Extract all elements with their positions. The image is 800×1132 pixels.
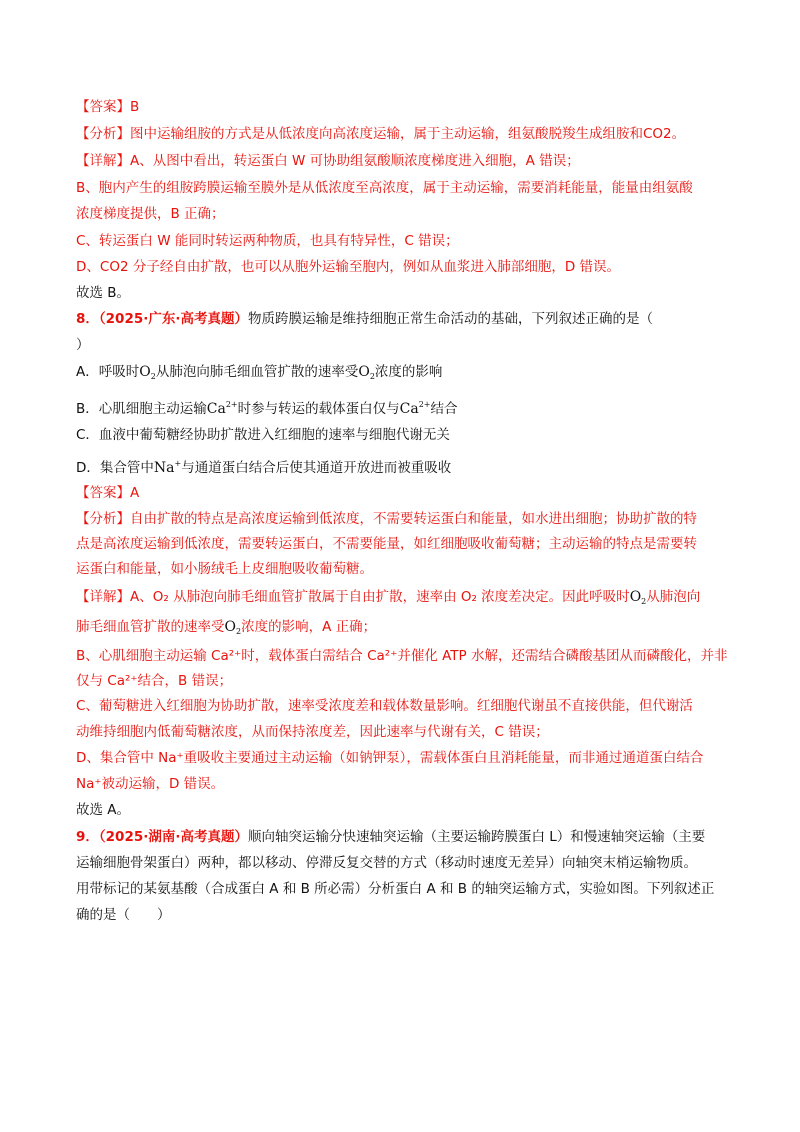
q8-stem: 物质跨膜运输是维持细胞正常生命活动的基础，下列叙述正确的是（ — [248, 311, 653, 327]
prev-answer-line — [76, 97, 139, 117]
q8-detail-d2: Na⁺被动运输，D 错误。 — [76, 776, 225, 792]
q8-choose: 故选 A。 — [76, 802, 131, 818]
analysis-text: 图中运输组胺的方式是从低浓度向高浓度运输，属于主动运输，组氨酸脱羧生成组胺和CO2。 — [130, 126, 686, 142]
opt-a-text2: 从肺泡向肺毛细血管扩散的速率受 — [155, 364, 359, 380]
answer-value: B — [130, 99, 140, 115]
q8-detail-c1: C、葡萄糖进入红细胞为协助扩散，速率受浓度差和载体数量影响。红细胞代谢虽不直接供能，但代谢活 — [76, 698, 693, 714]
opt-a-text1: A．呼吸时 — [76, 364, 140, 380]
q8-source: （2025·广东·高考真题） — [98, 311, 248, 327]
q8-detail-c2: 动维持细胞内低葡萄糖浓度，从而保持浓度差，因此速率与代谢有关，C 错误； — [76, 724, 549, 740]
q8-option-d — [76, 454, 451, 478]
answer-tag: 【答案】 — [76, 99, 130, 115]
ca-ion-symbol: $Ca^{2+}$ — [206, 400, 238, 417]
q8-stem-line1 — [76, 309, 653, 329]
q8-option-b — [76, 395, 457, 419]
detail-text: A、从图中看出，转运蛋白 W 可协助组氨酸顺浓度梯度进入细胞，A 错误； — [130, 153, 580, 169]
q8-detail-a2 — [76, 617, 376, 642]
q8-stem-line2: ） — [76, 337, 90, 353]
o2-symbol: $O_2$ — [358, 364, 375, 381]
prev-detail-b1: B、胞内产生的组胺跨膜运输至膜外是从低浓度至高浓度，属于主动运输，需要消耗能量，能量由组氨酸 — [76, 180, 693, 196]
q8-detail-b2: 仅与 Ca²⁺结合，B 错误； — [76, 673, 233, 689]
answer-value: A — [130, 485, 140, 501]
q8-analysis-line2: 点是高浓度运输到低浓度，需要转运蛋白，不需要能量，如红细胞吸收葡萄糖；主动运输的特点是需要转 — [76, 536, 697, 552]
q8-detail-b1: B、心肌细胞主动运输 Ca²⁺时，载体蛋白需结合 Ca²⁺并催化 ATP 水解，还需结合磷酸基团从而磷酸化，并非 — [76, 648, 728, 664]
opt-b-text2: 时参与转运的载体蛋白仅与 — [237, 401, 400, 417]
prev-detail-d: D、CO2 分子经自由扩散，也可以从胞外运输至胞内，例如从血浆进入肺部细胞，D 错误。 — [76, 259, 621, 275]
q8-option-c: C．血液中葡萄糖经协助扩散进入红细胞的速率与细胞代谢无关 — [76, 427, 450, 443]
q8-answer-line — [76, 483, 139, 503]
q8-number: 8． — [76, 311, 99, 327]
q8-detail-a1 — [76, 587, 700, 612]
opt-b-text1: B．心肌细胞主动运输 — [76, 401, 207, 417]
prev-detail-c: C、转运蛋白 W 能同时转运两种物质，也具有特异性，C 错误； — [76, 233, 459, 249]
q8-option-a — [76, 362, 442, 387]
answer-tag: 【答案】 — [76, 485, 130, 501]
prev-detail-a — [76, 151, 580, 171]
q9-stem-line4: 确的是（ ） — [76, 907, 171, 923]
prev-analysis-line — [76, 124, 685, 144]
detail-tag: 【详解】 — [76, 589, 130, 605]
o2-symbol: $O_2$ — [629, 589, 647, 606]
analysis-tag: 【分析】 — [76, 126, 130, 142]
o2-symbol: $O_2$ — [139, 364, 156, 381]
o2-symbol: $O_2$ — [224, 619, 242, 636]
ca-ion-symbol: $Ca^{2+}$ — [399, 400, 431, 417]
q9-stem-line1 — [76, 827, 705, 847]
detail-text: 浓度的影响，A 正确； — [241, 619, 377, 635]
detail-text: 肺毛细血管扩散的速率受 — [76, 619, 225, 635]
q9-stem: 顺向轴突运输分快速轴突运输（主要运输跨膜蛋白 L）和慢速轴突运输（主要 — [248, 829, 706, 845]
detail-tag: 【详解】 — [76, 153, 130, 169]
na-ion-symbol: Na+ — [153, 459, 182, 476]
opt-d-text1: D．集合管中 — [76, 460, 154, 476]
opt-a-text3: 浓度的影响 — [374, 364, 443, 380]
q8-detail-d1: D、集合管中 Na⁺重吸收主要通过主动运输（如钠钾泵），需载体蛋白且消耗能量，而非通过通道蛋白结合 — [76, 750, 704, 766]
detail-text: 从肺泡向 — [646, 589, 701, 605]
q9-stem-line2: 运输细胞骨架蛋白）两种，都以移动、停滞反复交替的方式（移动时速度无差异）向轴突末梢运输物质。 — [76, 855, 697, 871]
q8-analysis-line3: 运蛋白和能量，如小肠绒毛上皮细胞吸收葡萄糖。 — [76, 561, 373, 577]
analysis-text: 自由扩散的特点是高浓度运输到低浓度，不需要转运蛋白和能量，如水进出细胞；协助扩散的特 — [130, 511, 697, 527]
q8-analysis-line1 — [76, 509, 697, 529]
q9-number: 9． — [76, 829, 99, 845]
analysis-tag: 【分析】 — [76, 511, 130, 527]
prev-choose: 故选 B。 — [76, 285, 131, 301]
detail-text: A、O₂ 从肺泡向肺毛细血管扩散属于自由扩散，速率由 O₂ 浓度差决定。因此呼吸时 — [130, 589, 630, 605]
q9-source: （2025·湖南·高考真题） — [98, 829, 248, 845]
q9-stem-line3: 用带标记的某氨基酸（合成蛋白 A 和 B 所必需）分析蛋白 A 和 B 的轴突运输方式，实验如图。下列叙述正 — [76, 881, 715, 897]
opt-b-text3: 结合 — [430, 401, 458, 417]
prev-detail-b2: 浓度梯度提供，B 正确； — [76, 206, 225, 222]
opt-d-text2: 与通道蛋白结合后使其通道开放进而被重吸收 — [181, 460, 452, 476]
